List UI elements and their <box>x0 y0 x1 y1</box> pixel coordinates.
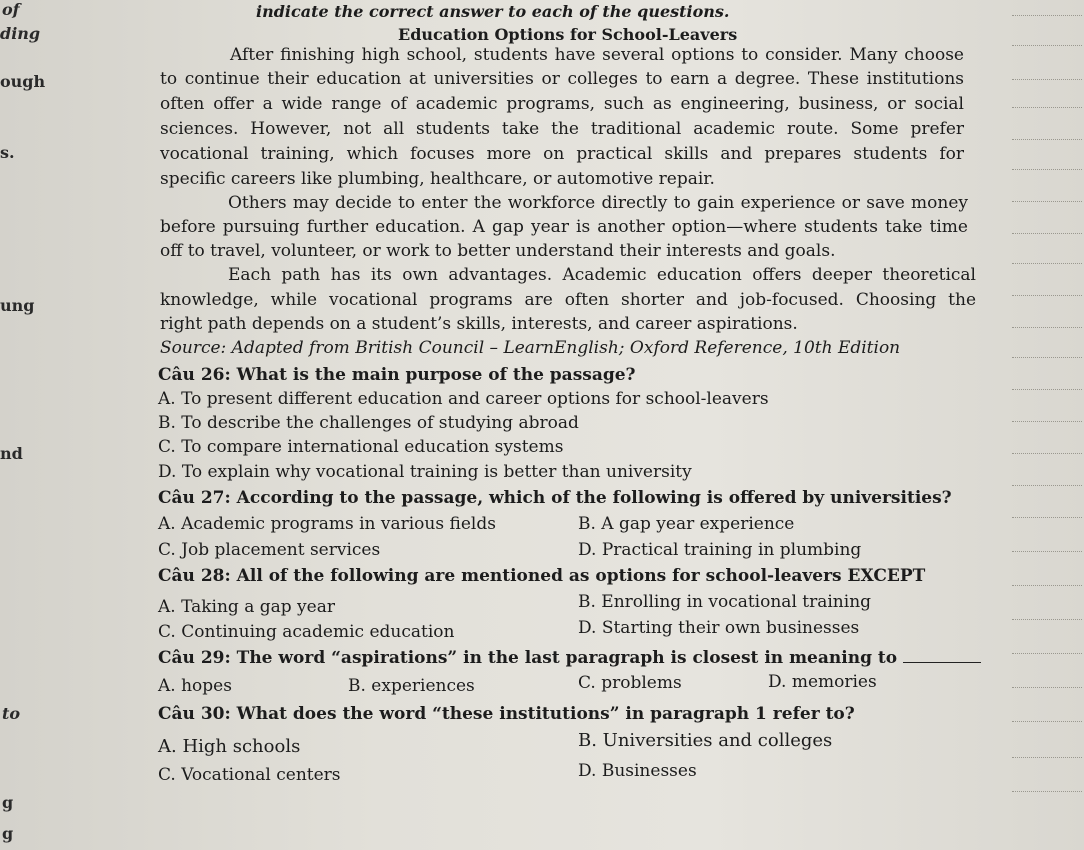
passage-line: off to travel, volunteer, or work to better understand their interests and goals. <box>160 241 836 261</box>
question-30-option-b[interactable]: B. Universities and colleges <box>578 730 833 751</box>
ruled-line <box>1012 420 1082 422</box>
question-29-option-d[interactable]: D. memories <box>768 672 877 692</box>
question-30-option-a[interactable]: A. High schools <box>158 736 301 757</box>
question-26-option-b[interactable]: B. To describe the challenges of studying abroad <box>158 413 579 433</box>
question-26-option-a[interactable]: A. To present different education and career options for school-leavers <box>158 389 769 409</box>
answer-blank <box>903 661 981 663</box>
passage-line: right path depends on a student’s skills, interests, and career aspirations. <box>160 314 798 334</box>
ruled-line <box>1012 44 1082 46</box>
question-29-option-c[interactable]: C. problems <box>578 673 682 693</box>
margin-fragment: s. <box>0 143 15 162</box>
margin-fragment: ding <box>0 24 41 43</box>
ruled-line <box>1012 326 1082 328</box>
margin-fragment: of <box>2 0 20 19</box>
question-30-option-c[interactable]: C. Vocational centers <box>158 765 341 785</box>
ruled-line <box>1012 484 1082 486</box>
passage-line: before pursuing further education. A gap year is another option—where students take time <box>160 217 968 237</box>
passage-line: often offer a wide range of academic programs, such as engineering, business, or social <box>160 94 964 114</box>
question-30-option-d[interactable]: D. Businesses <box>578 761 697 781</box>
question-29-stem-text: Câu 29: The word “aspirations” in the last paragraph is closest in meaning to <box>158 648 898 668</box>
ruled-line <box>1012 262 1082 264</box>
ruled-line <box>1012 550 1082 552</box>
ruled-line <box>1012 294 1082 296</box>
ruled-line <box>1012 720 1082 722</box>
question-29-option-a[interactable]: A. hopes <box>158 676 232 696</box>
question-28-option-d[interactable]: D. Starting their own businesses <box>578 618 860 638</box>
instruction-text: indicate the correct answer to each of the questions. <box>256 2 730 21</box>
margin-fragment: g <box>2 824 14 843</box>
passage-line: knowledge, while vocational programs are often shorter and job-focused. Choosing the <box>160 290 976 310</box>
margin-fragment: g <box>2 793 14 812</box>
ruled-line <box>1012 78 1082 80</box>
passage-line: After finishing high school, students have several options to consider. Many choose <box>230 45 964 65</box>
ruled-line <box>1012 138 1082 140</box>
passage-line: Others may decide to enter the workforce directly to gain experience or save money <box>228 193 968 213</box>
margin-fragment: ung <box>0 296 35 315</box>
ruled-line <box>1012 686 1082 688</box>
question-26-option-d[interactable]: D. To explain why vocational training is better than university <box>158 462 692 482</box>
ruled-line <box>1012 106 1082 108</box>
question-27-option-d[interactable]: D. Practical training in plumbing <box>578 540 862 560</box>
question-27-option-c[interactable]: C. Job placement services <box>158 540 381 560</box>
ruled-line <box>1012 790 1082 792</box>
question-26-stem: Câu 26: What is the main purpose of the passage? <box>158 365 636 385</box>
ruled-line <box>1012 14 1082 16</box>
ruled-line <box>1012 652 1082 654</box>
passage-source: Source: Adapted from British Council – LearnEnglish; Oxford Reference, 10th Edition <box>160 338 901 358</box>
question-28-option-a[interactable]: A. Taking a gap year <box>158 597 335 617</box>
question-30-stem: Câu 30: What does the word “these institutions” in paragraph 1 refer to? <box>158 704 855 724</box>
ruled-line <box>1012 618 1082 620</box>
ruled-line <box>1012 388 1082 390</box>
question-29-stem <box>158 648 981 668</box>
ruled-line <box>1012 584 1082 586</box>
margin-fragment: nd <box>0 444 23 463</box>
question-27-option-b[interactable]: B. A gap year experience <box>578 514 795 534</box>
question-27-stem: Câu 27: According to the passage, which of the following is offered by universities? <box>158 488 952 508</box>
margin-fragment: ough <box>0 72 46 91</box>
question-27-option-a[interactable]: A. Academic programs in various fields <box>158 514 496 534</box>
passage-line: to continue their education at universities or colleges to earn a degree. These institutions <box>160 69 964 89</box>
question-28-option-c[interactable]: C. Continuing academic education <box>158 622 455 642</box>
passage-line: Each path has its own advantages. Academic education offers deeper theoretical <box>228 265 976 285</box>
ruled-line <box>1012 756 1082 758</box>
question-29-option-b[interactable]: B. experiences <box>348 676 475 696</box>
ruled-line <box>1012 452 1082 454</box>
ruled-line <box>1012 516 1082 518</box>
margin-fragment: to <box>2 704 21 723</box>
passage-line: specific careers like plumbing, healthcare, or automotive repair. <box>160 169 715 189</box>
question-28-option-b[interactable]: B. Enrolling in vocational training <box>578 592 872 612</box>
ruled-line <box>1012 168 1082 170</box>
passage-line: vocational training, which focuses more on practical skills and prepares students for <box>160 144 964 164</box>
passage-title: Education Options for School-Leavers <box>398 25 738 44</box>
ruled-line <box>1012 356 1082 358</box>
ruled-line <box>1012 232 1082 234</box>
passage-line: sciences. However, not all students take the traditional academic route. Some prefer <box>160 119 964 139</box>
question-28-stem: Câu 28: All of the following are mentioned as options for school-leavers EXCEPT <box>158 566 926 586</box>
ruled-line <box>1012 200 1082 202</box>
question-26-option-c[interactable]: C. To compare international education systems <box>158 437 564 457</box>
